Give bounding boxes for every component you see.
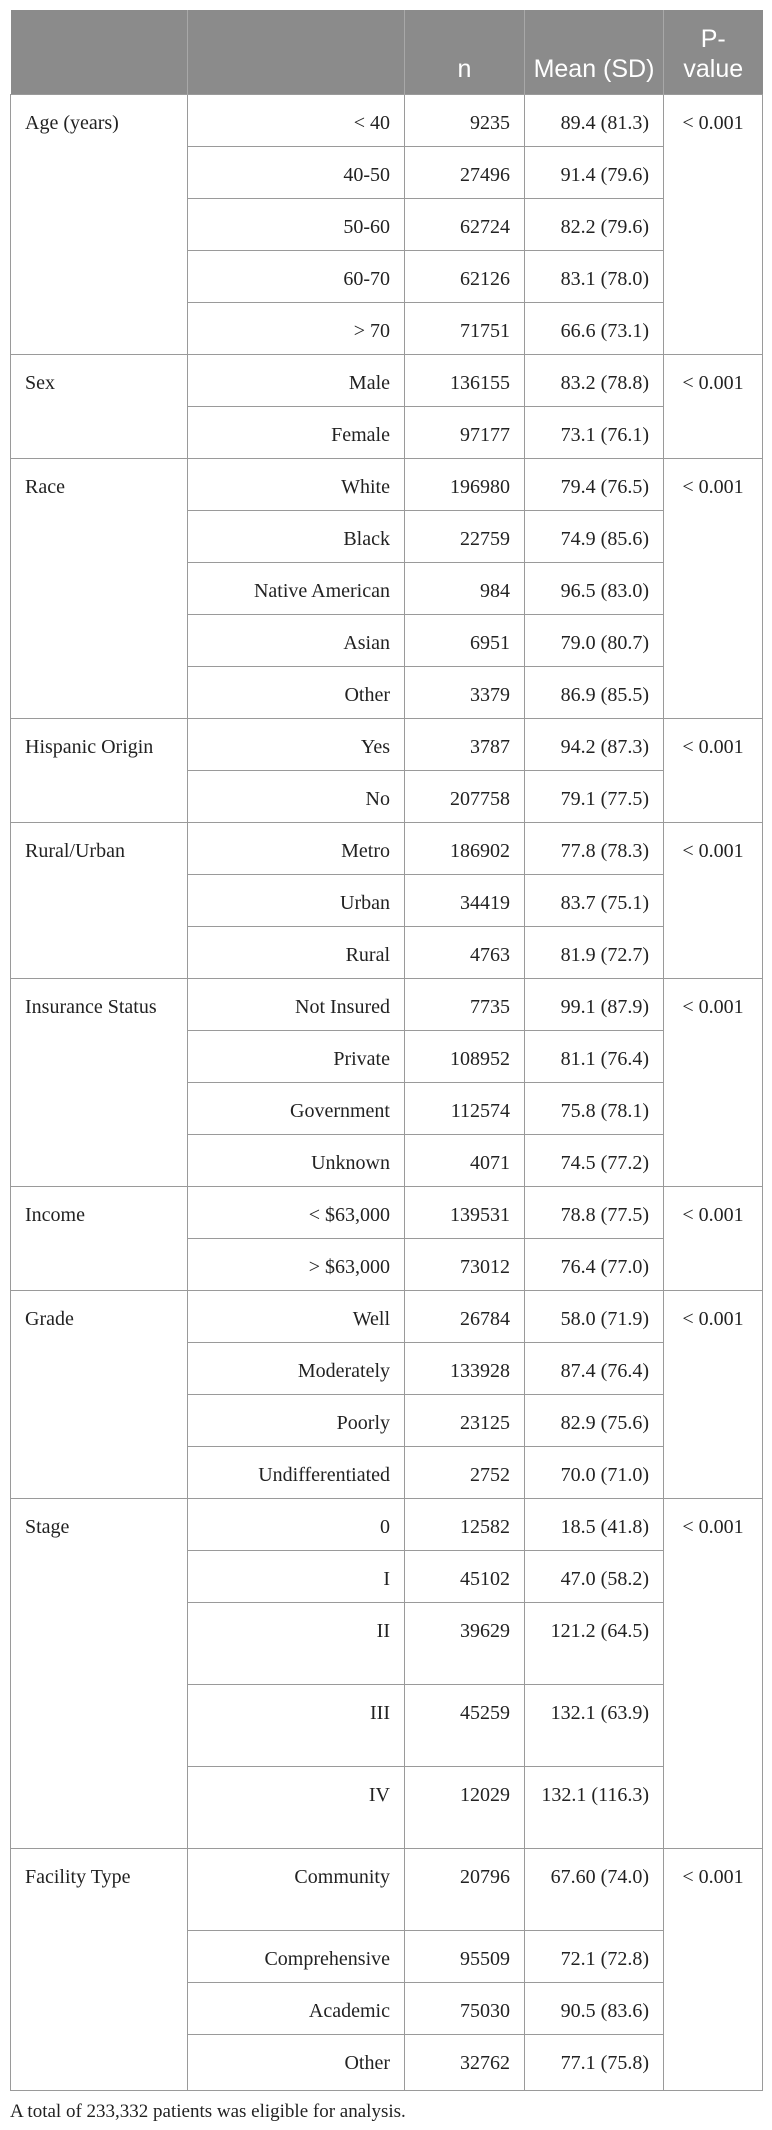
- n-cell: 34419: [405, 874, 525, 926]
- header-mean-sd: Mean (SD): [525, 10, 664, 94]
- mean-sd-cell: 75.8 (78.1): [525, 1082, 664, 1134]
- category-cell: Government: [188, 1082, 405, 1134]
- category-cell: Poorly: [188, 1394, 405, 1446]
- category-cell: Academic: [188, 1982, 405, 2034]
- category-cell: Other: [188, 666, 405, 718]
- n-cell: 12029: [405, 1766, 525, 1848]
- group-label: Age (years): [11, 94, 188, 354]
- mean-sd-cell: 83.2 (78.8): [525, 354, 664, 406]
- n-cell: 26784: [405, 1290, 525, 1342]
- p-value-cell: < 0.001: [664, 1498, 763, 1848]
- header-category: [188, 10, 405, 94]
- mean-sd-cell: 90.5 (83.6): [525, 1982, 664, 2034]
- group-label: Stage: [11, 1498, 188, 1848]
- mean-sd-cell: 86.9 (85.5): [525, 666, 664, 718]
- header-n: n: [405, 10, 525, 94]
- category-cell: No: [188, 770, 405, 822]
- mean-sd-cell: 91.4 (79.6): [525, 146, 664, 198]
- mean-sd-cell: 79.4 (76.5): [525, 458, 664, 510]
- n-cell: 133928: [405, 1342, 525, 1394]
- n-cell: 12582: [405, 1498, 525, 1550]
- group-label: Sex: [11, 354, 188, 458]
- mean-sd-cell: 132.1 (63.9): [525, 1684, 664, 1766]
- mean-sd-cell: 79.1 (77.5): [525, 770, 664, 822]
- mean-sd-cell: 83.1 (78.0): [525, 250, 664, 302]
- n-cell: 108952: [405, 1030, 525, 1082]
- table-body: [11, 94, 763, 2090]
- n-cell: 95509: [405, 1930, 525, 1982]
- category-cell: 50-60: [188, 198, 405, 250]
- category-cell: III: [188, 1684, 405, 1766]
- n-cell: 139531: [405, 1186, 525, 1238]
- p-value-cell: < 0.001: [664, 978, 763, 1186]
- category-cell: > 70: [188, 302, 405, 354]
- n-cell: 4763: [405, 926, 525, 978]
- table-footnote: A total of 233,332 patients was eligible for analysis.: [10, 2101, 406, 2122]
- mean-sd-cell: 66.6 (73.1): [525, 302, 664, 354]
- n-cell: 75030: [405, 1982, 525, 2034]
- mean-sd-cell: 74.9 (85.6): [525, 510, 664, 562]
- header-p-value: P-value: [664, 10, 763, 94]
- p-value-cell: < 0.001: [664, 822, 763, 978]
- mean-sd-cell: 78.8 (77.5): [525, 1186, 664, 1238]
- category-cell: Rural: [188, 926, 405, 978]
- n-cell: 39629: [405, 1602, 525, 1684]
- category-cell: 40-50: [188, 146, 405, 198]
- n-cell: 186902: [405, 822, 525, 874]
- mean-sd-cell: 132.1 (116.3): [525, 1766, 664, 1848]
- p-value-cell: < 0.001: [664, 1186, 763, 1290]
- group-label: Income: [11, 1186, 188, 1290]
- mean-sd-cell: 87.4 (76.4): [525, 1342, 664, 1394]
- mean-sd-cell: 89.4 (81.3): [525, 94, 664, 146]
- n-cell: 71751: [405, 302, 525, 354]
- mean-sd-cell: 47.0 (58.2): [525, 1550, 664, 1602]
- n-cell: 3379: [405, 666, 525, 718]
- category-cell: Metro: [188, 822, 405, 874]
- n-cell: 9235: [405, 94, 525, 146]
- table-header: [11, 10, 763, 94]
- category-cell: Well: [188, 1290, 405, 1342]
- group-label: Insurance Status: [11, 978, 188, 1186]
- table-row: [11, 1186, 763, 1238]
- category-cell: White: [188, 458, 405, 510]
- table-row: [11, 718, 763, 770]
- category-cell: Other: [188, 2034, 405, 2090]
- group-label: Rural/Urban: [11, 822, 188, 978]
- n-cell: 4071: [405, 1134, 525, 1186]
- table-row: [11, 822, 763, 874]
- p-value-cell: < 0.001: [664, 354, 763, 458]
- category-cell: Undifferentiated: [188, 1446, 405, 1498]
- group-label: Facility Type: [11, 1848, 188, 2090]
- mean-sd-cell: 96.5 (83.0): [525, 562, 664, 614]
- mean-sd-cell: 82.9 (75.6): [525, 1394, 664, 1446]
- n-cell: 62724: [405, 198, 525, 250]
- mean-sd-cell: 99.1 (87.9): [525, 978, 664, 1030]
- n-cell: 136155: [405, 354, 525, 406]
- group-label: Grade: [11, 1290, 188, 1498]
- n-cell: 6951: [405, 614, 525, 666]
- mean-sd-cell: 121.2 (64.5): [525, 1602, 664, 1684]
- category-cell: Private: [188, 1030, 405, 1082]
- category-cell: < 40: [188, 94, 405, 146]
- n-cell: 112574: [405, 1082, 525, 1134]
- n-cell: 2752: [405, 1446, 525, 1498]
- category-cell: Native American: [188, 562, 405, 614]
- mean-sd-cell: 81.9 (72.7): [525, 926, 664, 978]
- table-row: [11, 354, 763, 406]
- n-cell: 20796: [405, 1848, 525, 1930]
- mean-sd-cell: 74.5 (77.2): [525, 1134, 664, 1186]
- category-cell: Community: [188, 1848, 405, 1930]
- n-cell: 23125: [405, 1394, 525, 1446]
- category-cell: IV: [188, 1766, 405, 1848]
- category-cell: 60-70: [188, 250, 405, 302]
- category-cell: 0: [188, 1498, 405, 1550]
- category-cell: Urban: [188, 874, 405, 926]
- n-cell: 984: [405, 562, 525, 614]
- p-value-cell: < 0.001: [664, 458, 763, 718]
- header-variable: [11, 10, 188, 94]
- category-cell: Asian: [188, 614, 405, 666]
- table-row: [11, 1848, 763, 1930]
- category-cell: Yes: [188, 718, 405, 770]
- n-cell: 22759: [405, 510, 525, 562]
- mean-sd-cell: 18.5 (41.8): [525, 1498, 664, 1550]
- n-cell: 45102: [405, 1550, 525, 1602]
- category-cell: Male: [188, 354, 405, 406]
- category-cell: Unknown: [188, 1134, 405, 1186]
- category-cell: Female: [188, 406, 405, 458]
- table-row: [11, 94, 763, 146]
- category-cell: II: [188, 1602, 405, 1684]
- n-cell: 207758: [405, 770, 525, 822]
- table-row: [11, 458, 763, 510]
- mean-sd-cell: 72.1 (72.8): [525, 1930, 664, 1982]
- mean-sd-cell: 81.1 (76.4): [525, 1030, 664, 1082]
- data-table: [10, 10, 763, 2091]
- mean-sd-cell: 58.0 (71.9): [525, 1290, 664, 1342]
- p-value-cell: < 0.001: [664, 718, 763, 822]
- group-label: Race: [11, 458, 188, 718]
- mean-sd-cell: 76.4 (77.0): [525, 1238, 664, 1290]
- mean-sd-cell: 83.7 (75.1): [525, 874, 664, 926]
- category-cell: Moderately: [188, 1342, 405, 1394]
- n-cell: 97177: [405, 406, 525, 458]
- n-cell: 196980: [405, 458, 525, 510]
- mean-sd-cell: 82.2 (79.6): [525, 198, 664, 250]
- mean-sd-cell: 94.2 (87.3): [525, 718, 664, 770]
- n-cell: 32762: [405, 2034, 525, 2090]
- mean-sd-cell: 79.0 (80.7): [525, 614, 664, 666]
- group-label: Hispanic Origin: [11, 718, 188, 822]
- n-cell: 7735: [405, 978, 525, 1030]
- table-row: [11, 1498, 763, 1550]
- mean-sd-cell: 77.8 (78.3): [525, 822, 664, 874]
- category-cell: Not Insured: [188, 978, 405, 1030]
- mean-sd-cell: 67.60 (74.0): [525, 1848, 664, 1930]
- category-cell: < $63,000: [188, 1186, 405, 1238]
- p-value-cell: < 0.001: [664, 1848, 763, 2090]
- p-value-cell: < 0.001: [664, 94, 763, 354]
- n-cell: 45259: [405, 1684, 525, 1766]
- n-cell: 62126: [405, 250, 525, 302]
- n-cell: 27496: [405, 146, 525, 198]
- table-row: [11, 1290, 763, 1342]
- mean-sd-cell: 70.0 (71.0): [525, 1446, 664, 1498]
- category-cell: Comprehensive: [188, 1930, 405, 1982]
- p-value-cell: < 0.001: [664, 1290, 763, 1498]
- category-cell: Black: [188, 510, 405, 562]
- category-cell: > $63,000: [188, 1238, 405, 1290]
- table-row: [11, 978, 763, 1030]
- mean-sd-cell: 77.1 (75.8): [525, 2034, 664, 2090]
- category-cell: I: [188, 1550, 405, 1602]
- mean-sd-cell: 73.1 (76.1): [525, 406, 664, 458]
- n-cell: 3787: [405, 718, 525, 770]
- n-cell: 73012: [405, 1238, 525, 1290]
